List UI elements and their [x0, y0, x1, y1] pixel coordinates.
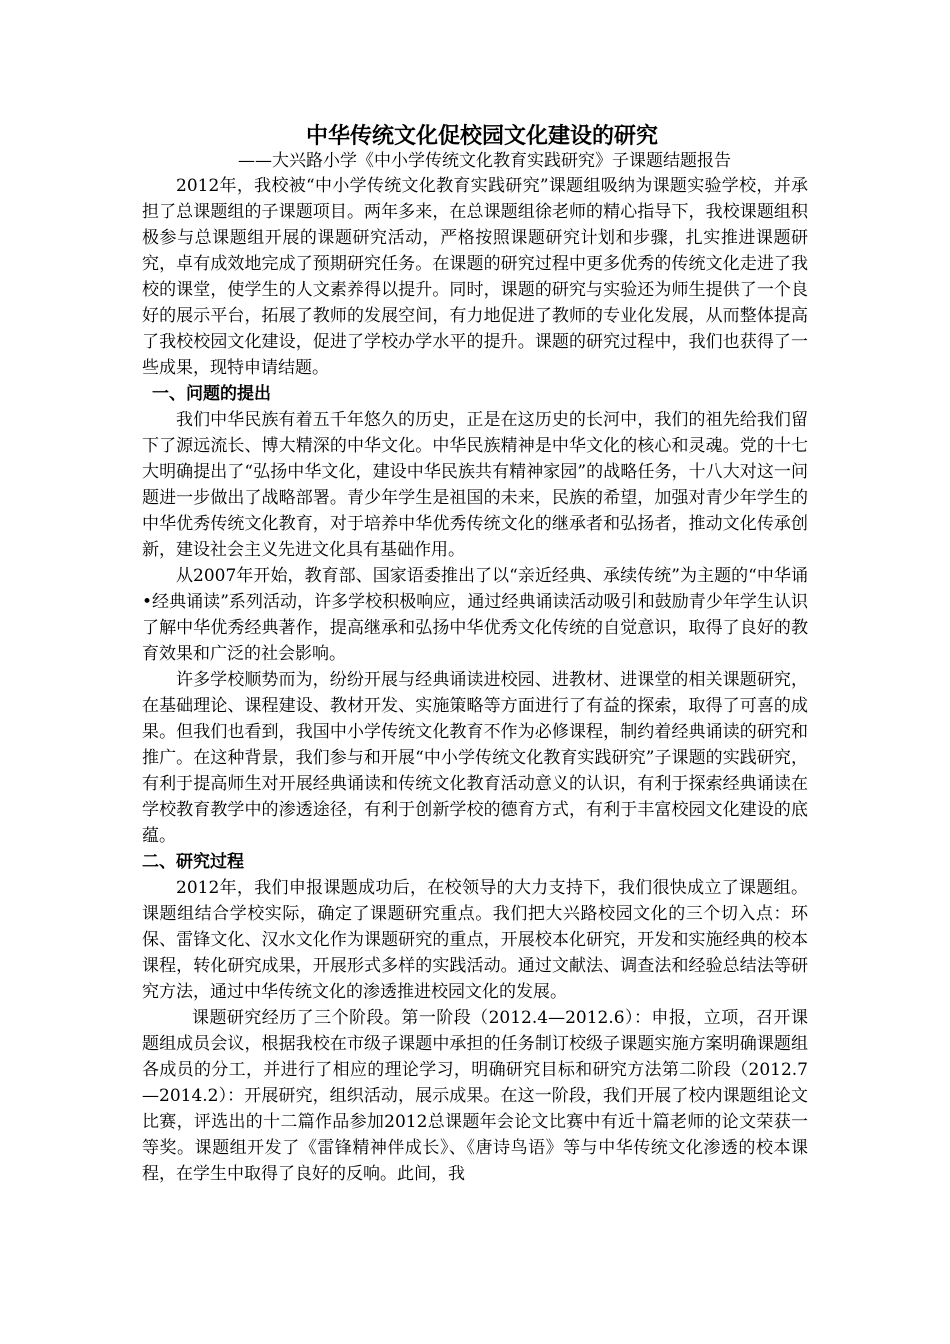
section-heading-problem: 一、问题的提出	[152, 384, 271, 404]
document-title: 中华传统文化促校园文化建设的研究	[305, 123, 658, 149]
document-body	[142, 122, 808, 1187]
intro-paragraph: 2012年，我校被“中小学传统文化教育实践研究”课题组吸纳为课题实验学校，并承担了总课题组的子课题项目。两年多来，在总课题组徐老师的精心指导下，我校课题组积极参与总课题组开展的课题研究活动，严格按照课题研究计划和步骤，扎实推进课题研究，卓有成效地完成了预期研究任务。在课题的研究过程中更多优秀的传统文化走进了我校的课堂，使学生的人文素养得以提升。同时，课题的研究与实验还为师生提供了一个良好的展示平台，拓展了教师的发展空间，有力地促进了教师的专业化发展，从而整体提高了我校校园文化建设，促进了学校办学水平的提升。课题的研究过程中，我们也获得了一些成果，现特申请结题。	[142, 176, 808, 378]
section1-paragraph: 从2007年开始，教育部、国家语委推出了以“亲近经典、承续传统”为主题的“中华诵•经典诵读”系列活动，许多学校积极响应，通过经典诵读活动吸引和鼓励青少年学生认识了解中华优秀经典著作，提高继承和弘扬中华优秀文化传统的自觉意识，取得了良好的教育效果和广泛的社会影响。	[142, 566, 808, 664]
section2-paragraph: 课题研究经历了三个阶段。第一阶段（2012.4—2012.6）：申报，立项，召开课题组成员会议，根据我校在市级子课题中承担的任务制订校级子课题实施方案明确课题组各成员的分工，并进行了相应的理论学习，明确研究目标和研究方法第二阶段（2012.7—2014.2）：开展研究，组织活动，展示成果。在这一阶段，我们开展了校内课题组论文比赛，评选出的十二篇作品参加2012总课题年会论文比赛中有近十篇老师的论文荣获一等奖。课题组开发了《雷锋精神伴成长》、《唐诗鸟语》等与中华传统文化渗透的校本课程，在学生中取得了良好的反响。此间，我	[142, 1008, 808, 1184]
section2-paragraph: 2012年，我们申报课题成功后，在校领导的大力支持下，我们很快成立了课题组。课题组结合学校实际，确定了课题研究重点。我们把大兴路校园文化的三个切入点：环保、雷锋文化、汉水文化作为课题研究的重点，开展校本化研究，开发和实施经典的校本课程，转化研究成果，开展形式多样的实践活动。通过文献法、调查法和经验总结法等研究方法，通过中华传统文化的渗透推进校园文化的发展。	[142, 878, 808, 1002]
section-heading-process: 二、研究过程	[142, 852, 244, 872]
section1-paragraph: 我们中华民族有着五千年悠久的历史，正是在这历史的长河中，我们的祖先给我们留下了源远流长、博大精深的中华文化。中华民族精神是中华文化的核心和灵魂。党的十七大明确提出了“弘扬中华文化，建设中华民族共有精神家园”的战略任务，十八大对这一问题进一步做出了战略部署。青少年学生是祖国的未来，民族的希望，加强对青少年学生的中华优秀传统文化教育，对于培养中华优秀传统文化的继承者和弘扬者，推动文化传承创新，建设社会主义先进文化具有基础作用。	[142, 410, 808, 560]
document-subtitle: ——大兴路小学《中小学传统文化教育实践研究》子课题结题报告	[238, 151, 731, 171]
section1-paragraph: 许多学校顺势而为，纷纷开展与经典诵读进校园、进教材、进课堂的相关课题研究，在基础理论、课程建设、教材开发、实施策略等方面进行了有益的探索，取得了可喜的成果。但我们也看到，我国中小学传统文化教育不作为必修课程，制约着经典诵读的研究和推广。在这种背景，我们参与和开展“中小学传统文化教育实践研究”子课题的实践研究，有利于提高师生对开展经典诵读和传统文化教育活动意义的认识，有利于探索经典诵读在学校教育教学中的渗透途径，有利于创新学校的德育方式，有利于丰富校园文化建设的底蕴。	[142, 670, 808, 846]
